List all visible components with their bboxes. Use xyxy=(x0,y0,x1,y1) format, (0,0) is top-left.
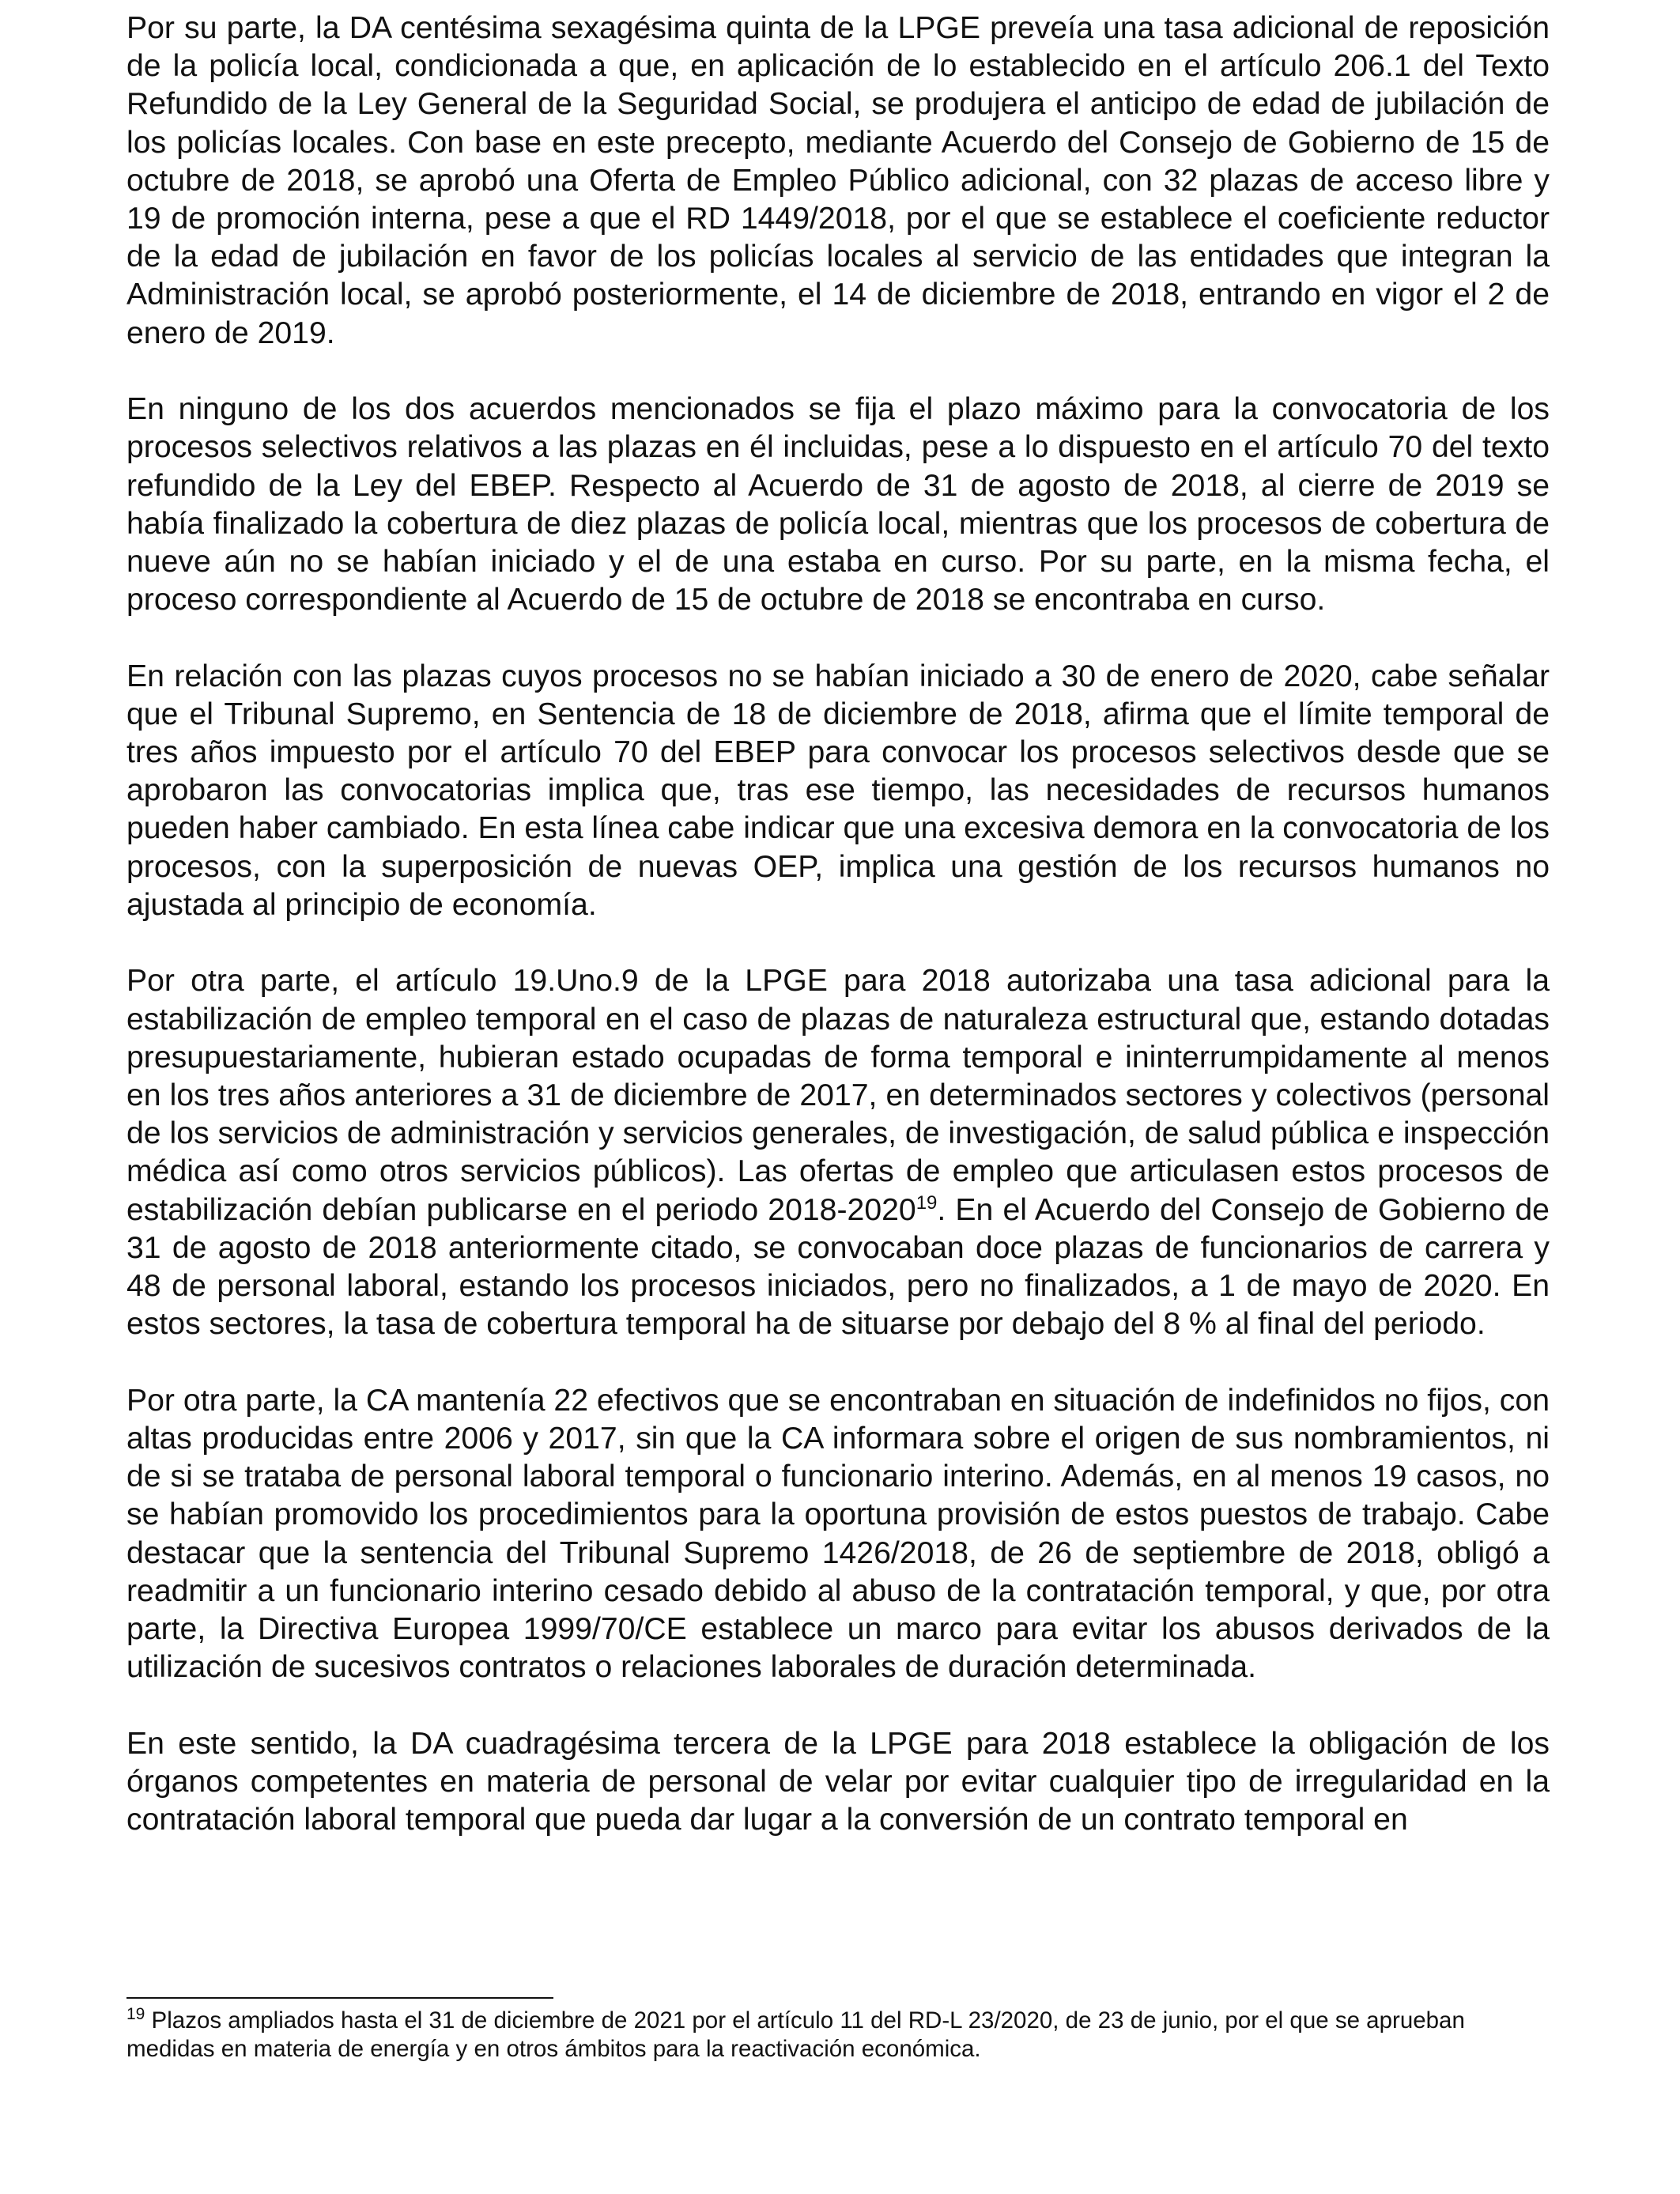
footnote-number: 19 xyxy=(126,2005,145,2024)
paragraph-plazo-convocatoria: En ninguno de los dos acuerdos mencionados se fija el plazo máximo para la convocatoria de los procesos selectivos relativos a las plazas en él incluidas, pese a lo dispuesto en el artículo 70 del texto refundido de la Ley del EBEP. Respecto al Acuerdo de 31 de agosto de 2018, al cierre de 2019 se había finalizado la cobertura de diez plazas de policía local, mientras que los procesos de cobertura de nueve aún no se habían iniciado y el de una estaba en curso. Por su parte, en la misma fecha, el proceso correspondiente al Acuerdo de 15 de octubre de 2018 se encontraba en curso. xyxy=(126,392,1550,617)
footnote-text: Plazos ampliados hasta el 31 de diciembre de 2021 por el artículo 11 del RD-L 23/2020, de 23 de junio, por el que se aprueban medidas en materia de energía y en otros ámbitos para la reactivación económica. xyxy=(126,2007,1465,2062)
paragraph-policia-local-tasa: Por su parte, la DA centésima sexagésima quinta de la LPGE preveía una tasa adicional de reposición de la policía local, condicionada a que, en aplicación de lo establecido en el artículo 206.1 del Texto Refundido de la Ley General de la Seguridad Social, se produjera el anticipo de edad de jubilación de los policías locales. Con base en este precepto, mediante Acuerdo del Consejo de Gobierno de 15 de octubre de 2018, se aprobó una Oferta de Empleo Público adicional, con 32 plazas de acceso libre y 19 de promoción interna, pese a que el RD 1449/2018, por el que se establece el coeficiente reductor de la edad de jubilación en favor de los policías locales al servicio de las entidades que integran la Administración local, se aprobó posteriormente, el 14 de diciembre de 2018, entrando en vigor el 2 de enero de 2019. xyxy=(126,11,1550,350)
document-body xyxy=(126,9,1550,1839)
paragraph-text: . En el Acuerdo del Consejo de Gobierno de 31 de agosto de 2018 anteriormente citado, se convocaban doce plazas de funcionarios de carrera y 48 de personal laboral, estando los procesos iniciados, pero no finalizados, a 1 de mayo de 2020. En estos sectores, la tasa de cobertura temporal ha de situarse por debajo del 8 % al final del periodo. xyxy=(126,1192,1550,1342)
paragraph-text: Por otra parte, el artículo 19.Uno.9 de la LPGE para 2018 autorizaba una tasa adicional para la estabilización de empleo temporal en el caso de plazas de naturaleza estructural que, estando dotadas presupuestariamente, hubieran estado ocupadas de forma temporal e ininterrumpidamente al menos en los tres años anteriores a 31 de diciembre de 2017, en determinados sectores y colectivos (personal de los servicios de administración y servicios generales, de investigación, de salud pública e inspección médica así como otros servicios públicos). Las ofertas de empleo que articulasen estos procesos de estabilización debían publicarse en el periodo 2018-2020 xyxy=(126,964,1550,1227)
footnote-divider xyxy=(126,1997,553,1999)
paragraph-tribunal-supremo-limite: En relación con las plazas cuyos procesos no se habían iniciado a 30 de enero de 2020, cabe señalar que el Tribunal Supremo, en Sentencia de 18 de diciembre de 2018, afirma que el límite temporal de tres años impuesto por el artículo 70 del EBEP para convocar los procesos selectivos desde que se aprobaron las convocatorias implica que, tras ese tiempo, las necesidades de recursos humanos pueden haber cambiado. En esta línea cabe indicar que una excesiva demora en la convocatoria de los procesos, con la superposición de nuevas OEP, implica una gestión de los recursos humanos no ajustada al principio de economía. xyxy=(126,659,1550,922)
paragraph-indefinidos-no-fijos: Por otra parte, la CA mantenía 22 efectivos que se encontraban en situación de indefinidos no fijos, con altas producidas entre 2006 y 2017, sin que la CA informara sobre el origen de sus nombramientos, ni de si se trataba de personal laboral temporal o funcionario interino. Además, en al menos 19 casos, no se habían promovido los procedimientos para la oportuna provisión de estos puestos de trabajo. Cabe destacar que la sentencia del Tribunal Supremo 1426/2018, de 26 de septiembre de 2018, obligó a readmitir a un funcionario interino cesado debido al abuso de la contratación temporal, y que, por otra parte, la Directiva Europea 1999/70/CE establece un marco para evitar los abusos derivados de la utilización de sucesivos contratos o relaciones laborales de duración determinada. xyxy=(126,1383,1550,1685)
footnote xyxy=(126,2007,1550,2063)
paragraph-da-cuadragesima-tercera: En este sentido, la DA cuadragésima tercera de la LPGE para 2018 establece la obligación de los órganos competentes en materia de personal de velar por evitar cualquier tipo de irregularidad en la contratación laboral temporal que pueda dar lugar a la conversión de un contrato temporal en xyxy=(126,1726,1550,1837)
paragraph-estabilizacion-empleo xyxy=(126,962,1550,1343)
footnote-reference[interactable]: 19 xyxy=(916,1191,938,1214)
